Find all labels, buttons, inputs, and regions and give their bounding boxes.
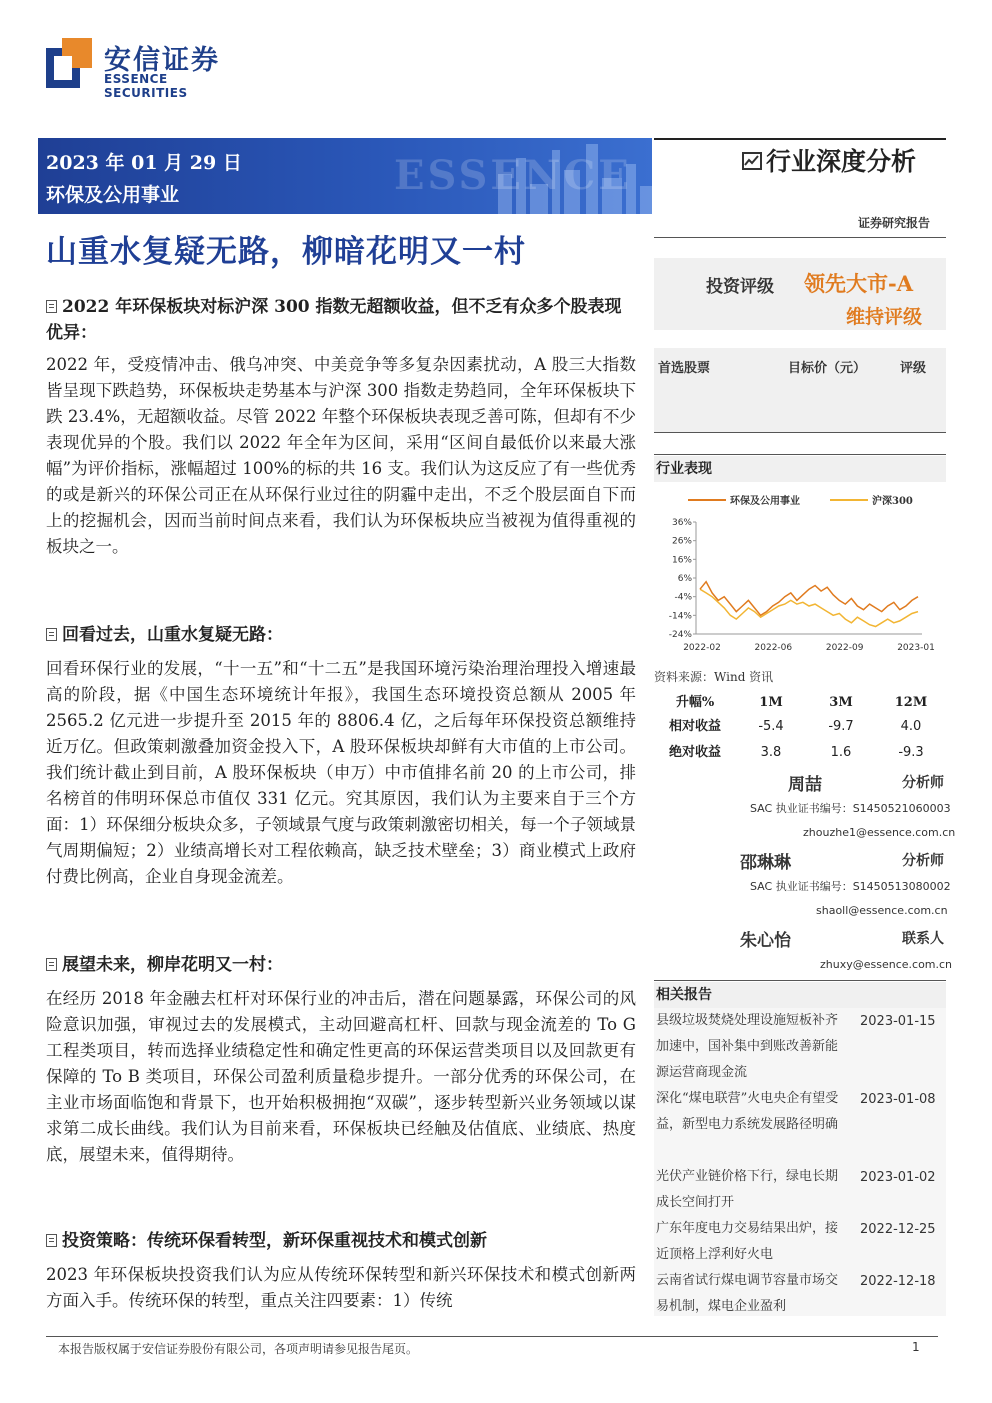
- rating-keep: 维持评级: [846, 306, 923, 328]
- bullet-box-icon: [46, 300, 57, 313]
- x-tick-label: 2022-06: [754, 643, 793, 653]
- section-body-3: 在经历 2018 年金融去杠杆对环保行业的冲击后，潜在问题暴露，环保公司的风险意识加强，审视过去的发展模式，主动回避高杠杆、回款与现金流差的 To G 工程类项目，转而选择业绩稳定性和确定性更高的环保运营类项目以及回款更有保障的 To B 类项目，环保公司盈利质量稳步提升。一部分优秀的环保公司，在主业市场面临饱和背景下，也开始积极拥抱“双碳”，逐步转型新兴业务领域以谋求第二成长曲线。我们认为目前来看，环保板块已经触及估值底、业绩底、热度底，展望未来，值得期待。: [46, 989, 636, 1164]
- related-item-date: 2022-12-25: [860, 1222, 936, 1237]
- analyst-email[interactable]: zhuxy@essence.com.cn: [820, 958, 953, 971]
- analyst-sac: SAC 执业证书编号：S1450521060003: [750, 802, 951, 815]
- banner-watermark: ESSENCE: [394, 152, 632, 199]
- header-banner: [38, 138, 652, 214]
- logo-text-en: ESSENCE SECURITIES: [104, 72, 188, 100]
- stock-header-name: 首选股票: [658, 361, 711, 376]
- logo-text-cn: 安信证券: [104, 45, 220, 76]
- analyst-role: 联系人: [902, 931, 944, 947]
- stock-header-rating: 评级: [900, 361, 927, 376]
- analyst-email[interactable]: zhouzhe1@essence.com.cn: [803, 826, 956, 839]
- table-row: 绝对收益 3.8 1.6 -9.3: [668, 745, 924, 760]
- report-date: 2023 年 01 月 29 日: [46, 152, 242, 174]
- section-body-1: 2022 年，受疫情冲击、俄乌冲突、中美竞争等多复杂因素扰动，A 股三大指数皆呈现下跌趋势，环保板块走势基本与沪深 300 指数走势趋同，全年环保板块下跌 23.4%，无超额收益。尽管 2022 年整个环保板块表现乏善可陈，但却有不少表现优异的个股。我们以 2022 年全年为区间，采用“区间自最低价以来最大涨幅”为评价指标，涨幅超过 100%的标的共 16 支。我们认为这反应了有一些优秀的或是新兴的环保公司正在从环保行业过往的阴霾中走出，不乏个股层面自下而上的挖掘机会，因而当前时间点来看，我们认为环保板块应当被视为值得重视的板块之一。: [46, 355, 636, 556]
- related-title: 相关报告: [654, 982, 946, 1008]
- bullet-box-icon: [46, 1234, 57, 1247]
- related-item-date: 2023-01-15: [860, 1014, 936, 1029]
- analyst-role: 分析师: [902, 775, 944, 791]
- perf-title: 行业表现: [654, 456, 946, 482]
- rating-label: 投资评级: [706, 277, 774, 297]
- company-logo: [46, 38, 246, 100]
- related-item-date: 2022-12-18: [860, 1274, 936, 1289]
- legend-label: 环保及公用事业: [730, 496, 800, 507]
- stock-header-target: 目标价（元）: [788, 361, 867, 376]
- related-item-title[interactable]: 光伏产业链价格下行，绿电长期成长空间打开: [656, 1169, 839, 1210]
- section-body-4: 2023 年环保板块投资我们认为应从传统环保转型和新兴环保技术和模式创新两方面入手。传统环保的转型，重点关注四要素：1）传统: [46, 1265, 636, 1310]
- divider: [654, 980, 946, 981]
- footer-text: 本报告版权属于安信证券股份有限公司，各项声明请参见报告尾页。: [58, 1342, 419, 1356]
- analyst-role: 分析师: [902, 853, 944, 869]
- section-heading-2: 回看过去，山重水复疑无路：: [46, 622, 636, 648]
- related-item-title[interactable]: 县级垃圾焚烧处理设施短板补齐加速中，国补集中到账改善新能源运营商现金流: [656, 1013, 839, 1080]
- x-tick-label: 2022-02: [683, 643, 721, 653]
- page-number: 1: [912, 1340, 920, 1354]
- section-heading-3: 展望未来，柳岸花明又一村：: [46, 952, 636, 978]
- x-tick-label: 2022-09: [825, 643, 864, 653]
- related-item-date: 2023-01-08: [860, 1092, 936, 1107]
- related-item-title[interactable]: 广东年度电力交易结果出炉，接近顶格上浮利好火电: [656, 1221, 839, 1262]
- chart-trend-icon: [742, 152, 762, 170]
- logo-mark-icon: [46, 38, 92, 88]
- bullet-box-icon: [46, 628, 57, 641]
- analyst-email[interactable]: shaoll@essence.com.cn: [816, 904, 948, 917]
- divider: [654, 237, 946, 238]
- section-heading-4: 投资策略：传统环保看转型，新环保重视技术和模式创新: [46, 1228, 636, 1254]
- report-title: 山重水复疑无路，柳暗花明又一村: [46, 234, 526, 270]
- related-item-title[interactable]: 深化“煤电联营”火电央企有望受益，新型电力系统发展路径明确: [656, 1091, 839, 1132]
- bullet-box-icon: [46, 958, 57, 971]
- divider: [654, 432, 946, 433]
- y-tick-label: -14%: [668, 611, 692, 622]
- rating-value: 领先大市-A: [804, 271, 914, 296]
- industry-performance-chart: [654, 484, 946, 656]
- section-heading-1: 2022 年环保板块对标沪深 300 指数无超额收益，但不乏有众多个股表现优异：: [46, 297, 622, 343]
- analyst-sac: SAC 执业证书编号：S1450513080002: [750, 880, 951, 893]
- section-body-2: 回看环保行业的发展，“十一五”和“十二五”是我国环境污染治理治理投入增速最高的阶段，据《中国生态环境统计年报》，我国生态环境投资总额从 2005 年 2565.2 亿元进一步提升至 2015 年的 8806.4 亿，之后每年环保投资总额维持近万亿。但政策刺激叠加资金投入下，A 股环保板块却鲜有大市值的上市公司。我们统计截止到目前，A 股环保板块（申万）中市值排名前 20 的上市公司，排名榜首的伟明环保总市值仅 331 亿元。究其原因，我们认为主要来自于三个方面：1）环保细分板块众多，子领域景气度与政策刺激密切相关，每一个子领域景气周期偏短；2）业绩高增长对工程依赖高，缺乏技术壁垒；3）商业模式上政府付费比例高，企业自身现金流差。: [46, 659, 636, 886]
- analyst-name: 周喆: [788, 775, 822, 795]
- x-tick-label: 2023-01: [897, 643, 935, 653]
- report-type: 证券研究报告: [858, 216, 931, 230]
- related-item-title[interactable]: 云南省试行煤电调节容量市场交易机制，煤电企业盈利: [656, 1273, 839, 1314]
- chart-source: 资料来源：Wind 资讯: [654, 670, 774, 684]
- y-tick-label: 36%: [671, 518, 692, 528]
- legend-label: 沪深300: [872, 496, 913, 507]
- analyst-name: 朱心怡: [740, 931, 791, 951]
- y-tick-label: 16%: [671, 555, 692, 566]
- divider: [654, 454, 946, 455]
- y-tick-label: 26%: [671, 536, 692, 547]
- y-tick-label: -24%: [668, 630, 692, 640]
- divider: [46, 1336, 938, 1337]
- related-item-date: 2023-01-02: [860, 1170, 936, 1185]
- analyst-name: 邵琳琳: [740, 853, 791, 873]
- doc-type: 行业深度分析: [742, 142, 916, 178]
- y-tick-label: 6%: [677, 574, 692, 584]
- series-line: [700, 582, 918, 616]
- y-tick-label: -4%: [674, 592, 692, 603]
- table-row: 相对收益 -5.4 -9.7 4.0: [668, 719, 922, 734]
- perf-table-header: 升幅% 1M 3M 12M: [675, 695, 928, 710]
- report-sector: 环保及公用事业: [46, 184, 180, 206]
- divider: [654, 138, 946, 140]
